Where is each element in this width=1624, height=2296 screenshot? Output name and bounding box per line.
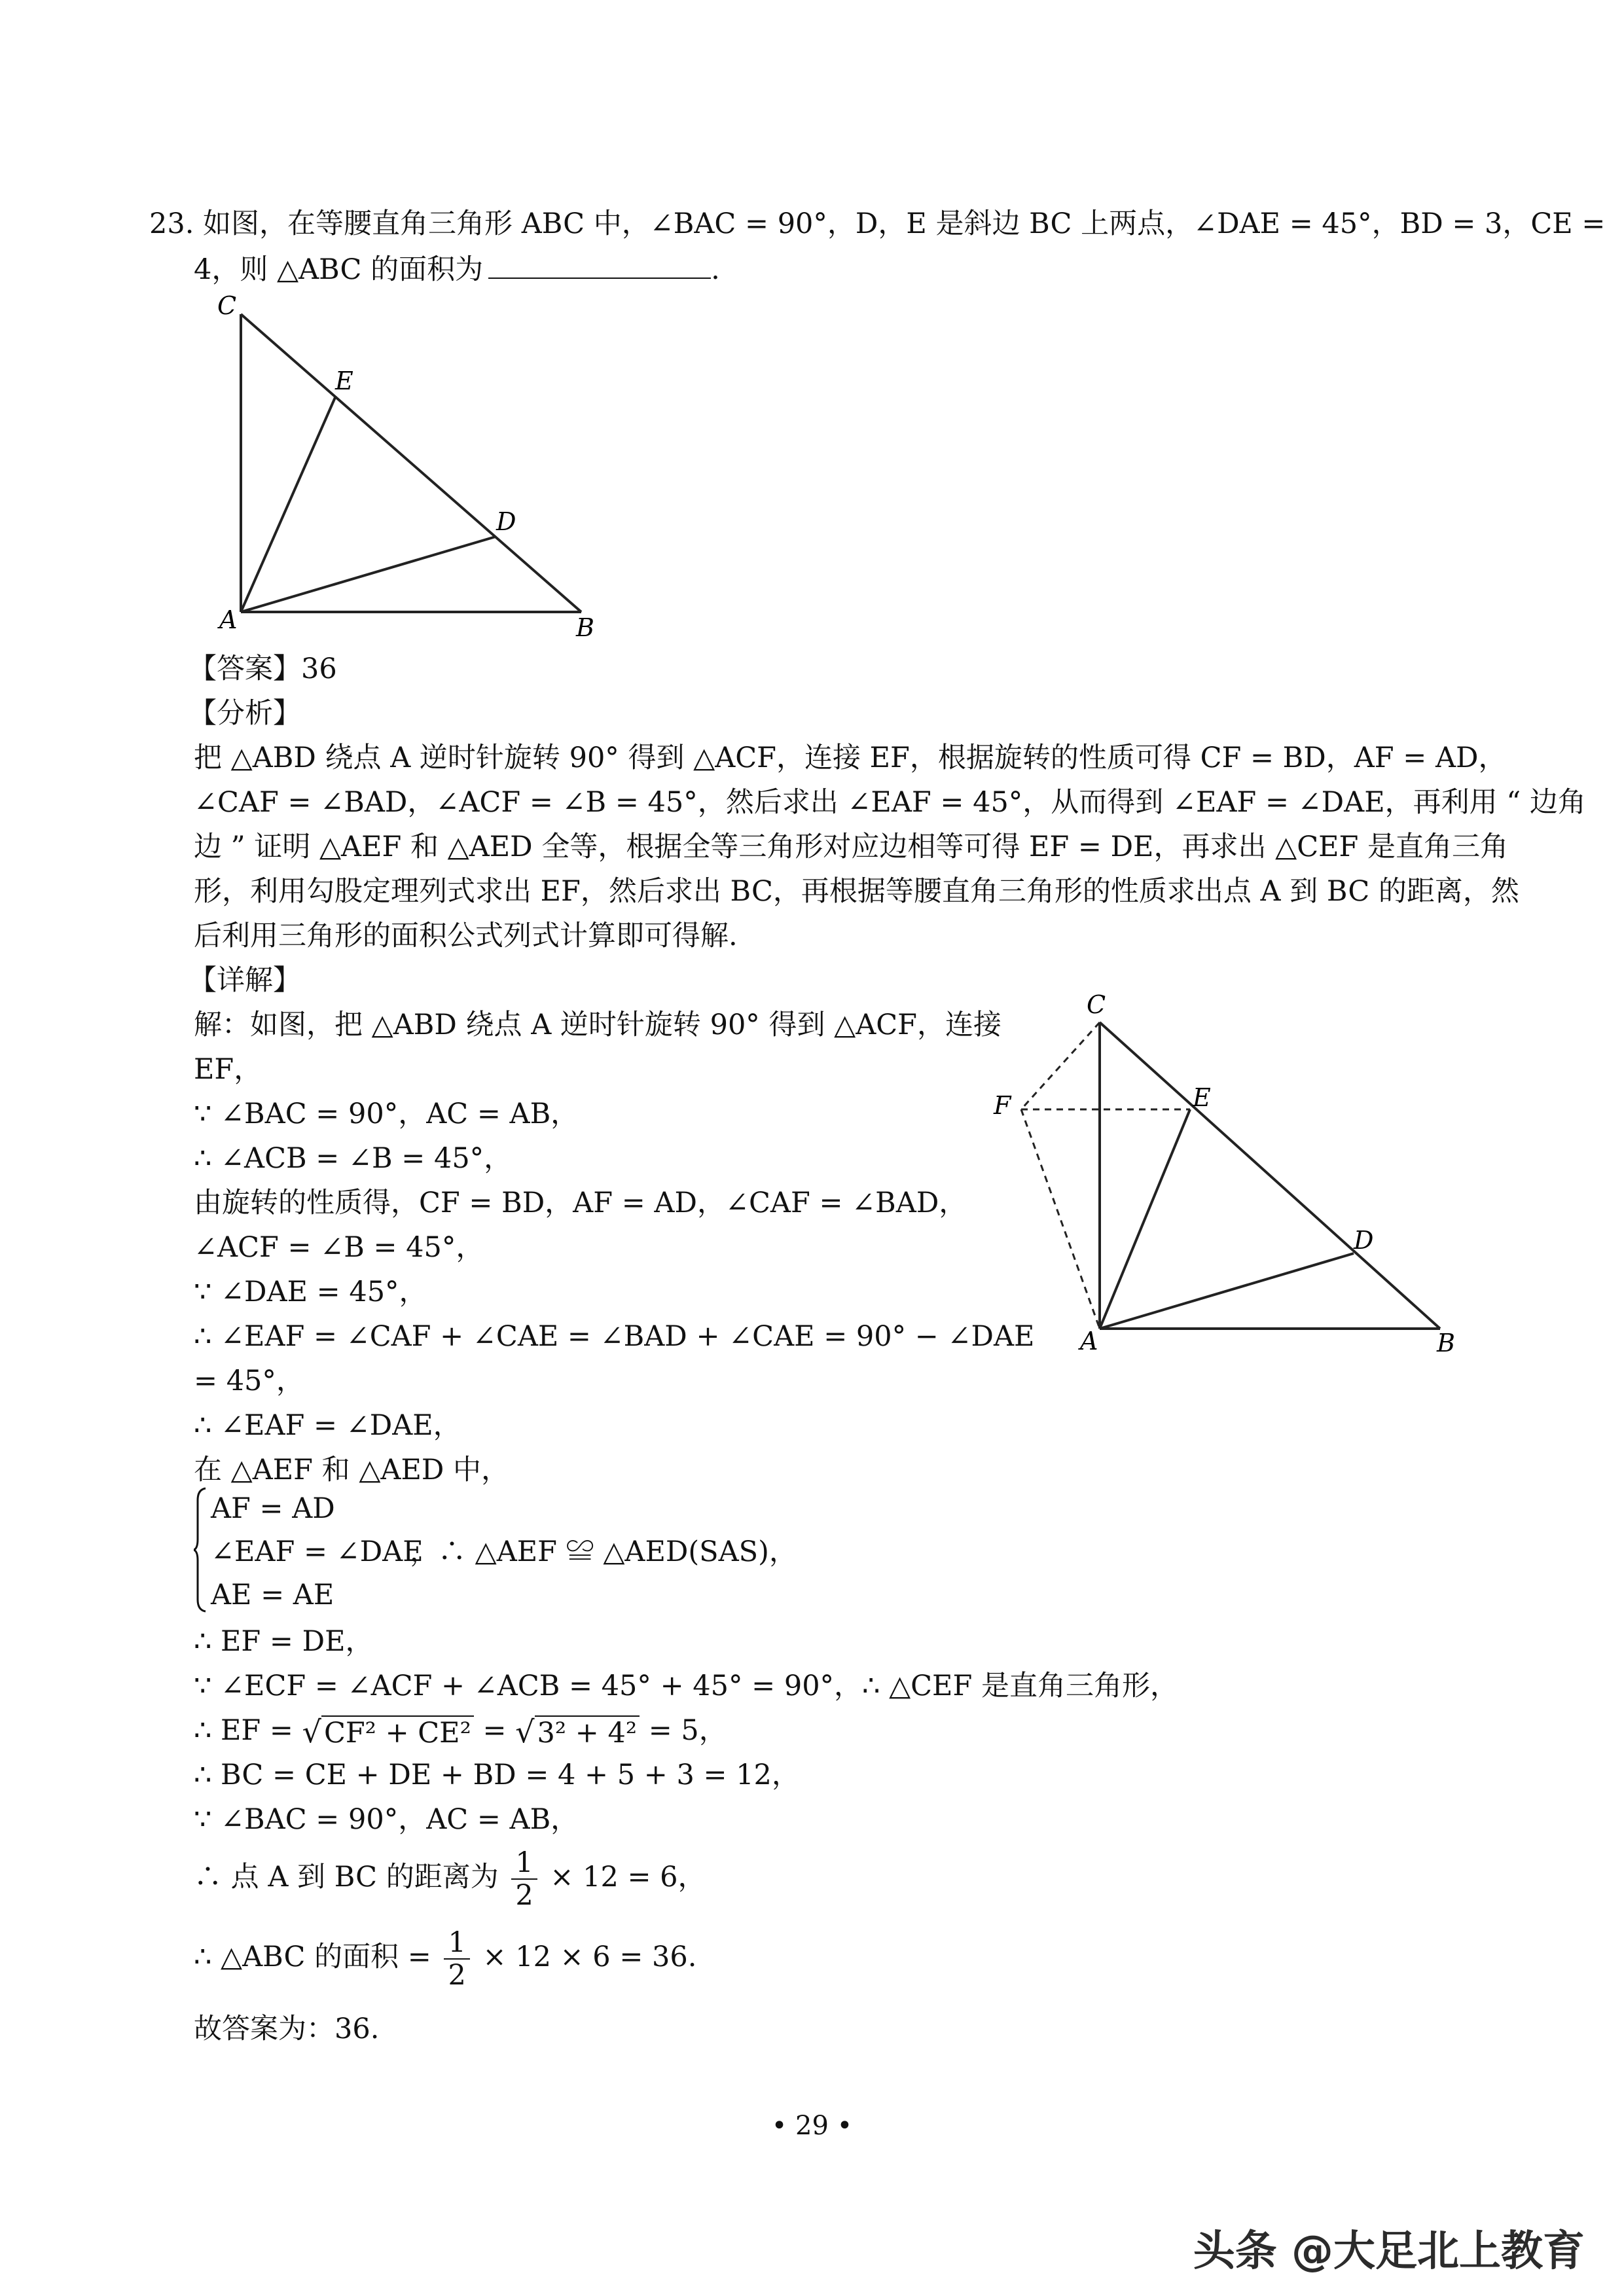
bc-equation: ∴ BC = CE + DE + BD = 4 + 5 + 3 = 12，	[194, 1759, 800, 1791]
ef-equation	[194, 1711, 727, 1753]
sqrt-1: √CF² + CE²	[302, 1712, 474, 1753]
label-c: C	[217, 291, 237, 320]
detail-line: ∵ ∠ECF = ∠ACF + ∠ACB = 45° + 45° = 90°，∴ △CEF 是直角三角形，	[194, 1670, 1178, 1702]
system-line: AE = AE	[211, 1579, 334, 1611]
dist-prefix: ∴ 点 A 到 BC 的距离为	[194, 1861, 499, 1893]
sqrt-2: √3² + 4²	[515, 1712, 640, 1753]
label-e: E	[335, 367, 353, 395]
detail-line: EF，	[194, 1053, 262, 1086]
detail-line: 在 △AEF 和 △AED 中，	[194, 1454, 510, 1486]
frac-numerator: 1	[444, 1927, 469, 1960]
question-period: .	[711, 253, 720, 286]
detail-line: ∠ACF = ∠B = 45°，	[194, 1231, 484, 1264]
frac-numerator: 1	[511, 1847, 537, 1880]
area-equation	[194, 1924, 696, 1991]
detail-line: ∵ ∠DAE = 45°，	[194, 1276, 427, 1308]
analysis-line: 后利用三角形的面积公式列式计算即可得解.	[194, 920, 738, 952]
question-line-1: 23. 如图，在等腰直角三角形 ABC 中，∠BAC = 90°，D，E 是斜边 BC 上两点，∠DAE = 45°，BD = 3，CE =	[149, 207, 1606, 240]
label-c: C	[1087, 990, 1106, 1019]
detail-line: ∴ ∠EAF = ∠CAF + ∠CAE = ∠BAD + ∠CAE = 90° − ∠DAE	[194, 1320, 1035, 1353]
figure-triangle-abc	[209, 288, 615, 641]
final-answer: 故答案为：36.	[194, 2013, 380, 2045]
detail-line: ∴ ∠EAF = ∠DAE，	[194, 1409, 461, 1442]
congruence-system	[194, 1487, 797, 1618]
detail-line: ∴ ∠ACB = ∠B = 45°，	[194, 1142, 513, 1175]
figure-rotation	[982, 988, 1479, 1381]
area-prefix: ∴ △ABC 的面积 =	[194, 1941, 431, 1973]
answer-label: 【答案】36	[189, 653, 337, 685]
analysis-line: ∠CAF = ∠BAD，∠ACF = ∠B = 45°，然后求出 ∠EAF = 45°，从而得到 ∠EAF = ∠DAE，再利用 “ 边角	[194, 786, 1586, 819]
ef-prefix: ∴ EF =	[194, 1714, 293, 1747]
label-e: E	[1193, 1083, 1211, 1112]
watermark: 头条 @大足北上教育	[1193, 2227, 1585, 2276]
detail-line: ∴ EF = DE，	[194, 1625, 374, 1658]
label-d: D	[1354, 1226, 1374, 1255]
system-line: ∠EAF = ∠DAE	[211, 1535, 424, 1568]
ef-mid: =	[482, 1714, 507, 1747]
page-number: • 29 •	[771, 2111, 853, 2141]
detail-line: 解：如图，把 △ABD 绕点 A 逆时针旋转 90° 得到 △ACF，连接	[194, 1009, 1002, 1041]
left-brace	[194, 1487, 207, 1613]
sqrt-2-radicand: 3² + 4²	[535, 1715, 640, 1749]
frac-denominator: 2	[448, 1959, 466, 1992]
sqrt-1-radicand: CF² + CE²	[321, 1715, 474, 1749]
label-d: D	[496, 507, 516, 536]
question-line-2	[194, 250, 720, 289]
label-b: B	[576, 613, 594, 641]
detail-line: ∵ ∠BAC = 90°，AC = AB，	[194, 1098, 579, 1130]
area-suffix: × 12 × 6 = 36.	[482, 1941, 697, 1973]
analysis-label: 【分析】	[189, 697, 301, 730]
analysis-line: 形，利用勾股定理列式求出 EF，然后求出 BC，再根据等腰直角三角形的性质求出点 A 到 BC 的距离，然	[194, 875, 1519, 908]
detail-line: 由旋转的性质得，CF = BD，AF = AD，∠CAF = ∠BAD，	[194, 1187, 967, 1219]
detail-line: = 45°，	[194, 1365, 304, 1397]
fraction-half	[511, 1847, 537, 1911]
fraction-half	[444, 1927, 469, 1991]
analysis-line: 把 △ABD 绕点 A 逆时针旋转 90° 得到 △ACF，连接 EF，根据旋转的性质可得 CF = BD，AF = AD，	[194, 742, 1507, 774]
answer-blank	[488, 251, 711, 279]
dist-suffix: × 12 = 6，	[550, 1861, 706, 1893]
label-b: B	[1437, 1329, 1455, 1357]
bac-line: ∵ ∠BAC = 90°，AC = AB，	[194, 1803, 579, 1836]
system-line: AF = AD	[211, 1492, 335, 1525]
label-a: A	[1080, 1327, 1098, 1355]
analysis-line: 边 ” 证明 △AEF 和 △AED 全等，根据全等三角形对应边相等可得 EF = DE，再求出 △CEF 是直角三角	[194, 831, 1508, 863]
detail-label: 【详解】	[189, 964, 301, 997]
label-a: A	[219, 605, 238, 634]
question-text: 4，则 △ABC 的面积为	[194, 253, 484, 286]
distance-equation	[194, 1844, 706, 1911]
ef-suffix: = 5，	[648, 1714, 727, 1747]
label-f: F	[994, 1091, 1011, 1120]
system-conclusion: ，∴ △AEF ≌ △AED(SAS)，	[410, 1535, 797, 1568]
frac-denominator: 2	[515, 1879, 533, 1912]
